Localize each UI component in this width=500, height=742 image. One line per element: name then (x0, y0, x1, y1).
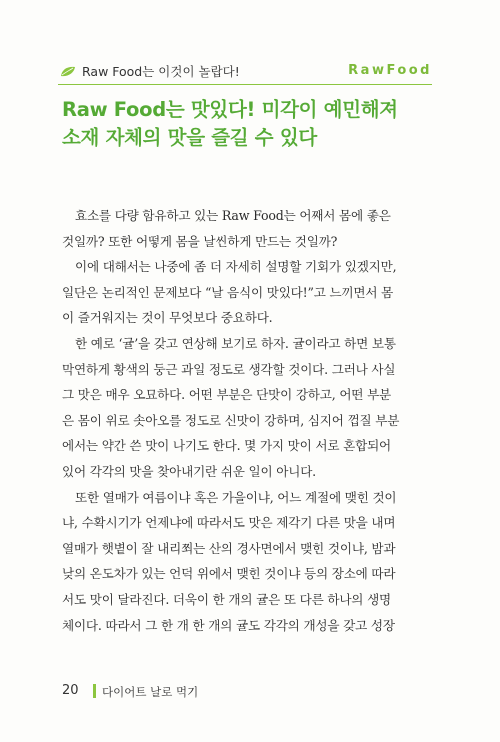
text-line: 또한 열매가 여름이냐 혹은 가을이냐, 어느 계절에 맺힌 것이 (75, 489, 397, 505)
leaf-icon (60, 66, 76, 77)
text-line: 일단은 논리적인 문제보다 “날 음식이 맛있다!”고 느끼면서 몸 (62, 284, 394, 300)
text-line: 이 즐거워지는 것이 무엇보다 중요하다. (62, 310, 273, 326)
text-line: 은 몸이 위로 솟아오를 정도로 신맛이 강하며, 심지어 껍질 부분 (62, 412, 400, 428)
section-title (62, 96, 442, 152)
running-header (58, 62, 432, 82)
page-number: 20 (62, 683, 79, 698)
text-line: 낮의 온도차가 있는 언덕 위에서 맺힌 것이냐 등의 장소에 따라 (62, 566, 396, 582)
header-chapter-title: Raw Food는 이것이 놀랍다! (82, 64, 240, 79)
title-line: 소재 자체의 맛을 즐길 수 있다 (62, 126, 317, 149)
text-line: 막연하게 황색의 둥근 과일 정도로 생각할 것이다. 그러나 사실 (62, 361, 396, 377)
text-line: 그 맛은 매우 오묘하다. 어떤 부분은 단맛이 강하고, 어떤 부분 (62, 387, 392, 403)
paragraph (62, 331, 440, 485)
paragraph (62, 203, 440, 254)
text-line: 이에 대해서는 나중에 좀 더 자세히 설명할 기회가 있겠지만, (75, 259, 397, 275)
text-line: 체이다. 따라서 그 한 개 한 개의 귤도 각각의 개성을 갖고 성장 (62, 617, 395, 633)
header-section-label: RawFood (348, 63, 432, 78)
paragraph (62, 254, 440, 331)
paragraph (62, 485, 440, 639)
text-line: 열매가 햇볕이 잘 내리쬐는 산의 경사면에서 맺힌 것이냐, 밤과 (62, 540, 396, 556)
body-text (62, 203, 440, 638)
text-line: 있어 각각의 맛을 찾아내기란 쉬운 일이 아니다. (62, 463, 316, 479)
title-line: Raw Food는 맛있다! 미각이 예민해져 (62, 98, 398, 121)
footer-divider-bar (93, 684, 96, 698)
text-line: 것일까? 또한 어떻게 몸을 날씬하게 만드는 것일까? (62, 233, 338, 249)
book-title: 다이어트 날로 먹기 (102, 685, 199, 699)
text-line: 서도 맛이 달라진다. 더욱이 한 개의 귤은 또 다른 하나의 생명 (62, 591, 392, 607)
text-line: 냐, 수확시기가 언제냐에 따라서도 맛은 제각기 다른 맛을 내며 (62, 515, 396, 531)
text-line: 에서는 약간 쓴 맛이 나기도 한다. 몇 가지 맛이 서로 혼합되어 (62, 438, 392, 454)
header-divider (58, 84, 432, 85)
text-line: 효소를 다량 함유하고 있는 Raw Food는 어째서 몸에 좋은 (75, 208, 391, 223)
text-line: 한 예로 ‘귤’을 갖고 연상해 보기로 하자. 귤이라고 하면 보통 (75, 335, 396, 351)
